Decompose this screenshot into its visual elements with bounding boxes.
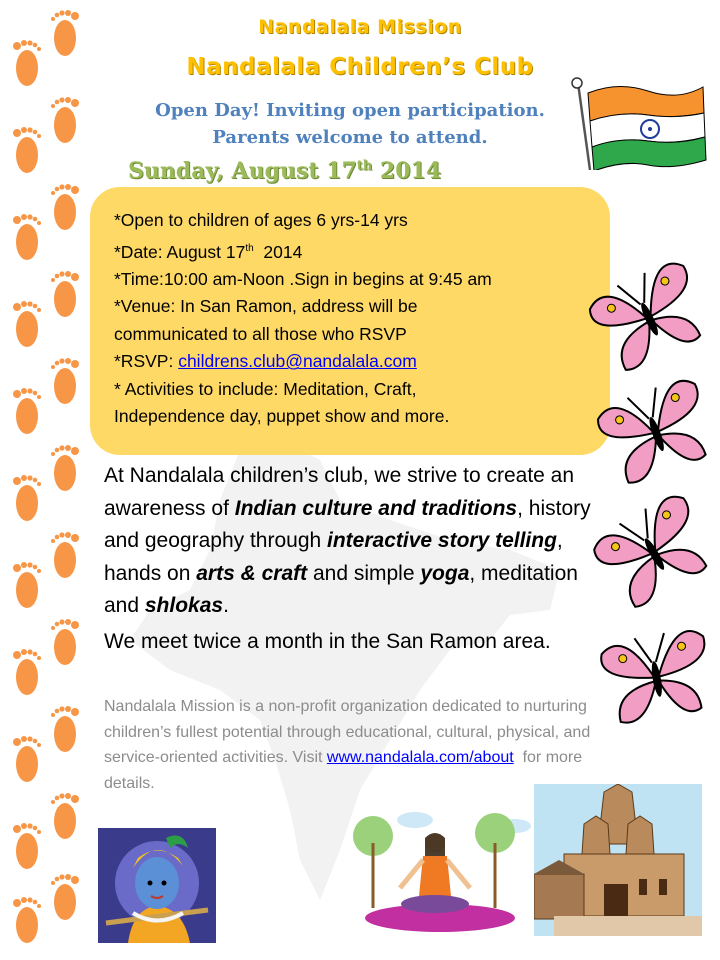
club-description	[104, 460, 609, 623]
rsvp-label: *RSVP:	[114, 351, 179, 372]
footprints-icon	[0, 0, 95, 960]
about-link[interactable]: www.nandalala.com/about	[326, 749, 514, 766]
about-text	[104, 694, 599, 796]
activities-line-1: * Activities to include: Meditation, Craft,	[114, 378, 417, 399]
desc-emphasis: arts & craft	[196, 561, 308, 585]
butterfly-icon	[585, 255, 715, 385]
about-suffix: for more details.	[104, 749, 587, 792]
desc-text: and simple	[307, 561, 421, 585]
time-info: *Time:10:00 am-Noon .Sign in begins at 9:45 am	[114, 268, 492, 289]
open-day-line-2: Parents welcome to attend.	[212, 127, 488, 148]
desc-emphasis: shlokas	[144, 594, 224, 617]
desc-text: , history and geography through	[104, 496, 591, 552]
event-date	[128, 158, 441, 184]
date-year: 2014	[372, 158, 442, 184]
date-info	[114, 235, 604, 266]
desc-text: At Nandalala children’s club, we strive to create an awareness of	[104, 464, 575, 520]
mission-title: Nandalala Mission	[258, 16, 462, 38]
india-flag-icon	[568, 75, 708, 170]
open-day-text	[110, 97, 590, 151]
desc-text: .	[223, 594, 229, 617]
desc-emphasis: yoga	[420, 561, 470, 585]
rsvp-info	[114, 348, 604, 376]
event-details	[114, 207, 604, 431]
desc-emphasis: Indian culture and traditions	[234, 496, 518, 520]
desc-emphasis: interactive story telling	[327, 529, 557, 552]
butterfly-icon	[590, 490, 720, 620]
desc-text: , meditation and	[104, 561, 578, 617]
venue-info-line-1: *Venue: In San Ramon, address will be	[114, 296, 418, 317]
venue-info-line-2: communicated to all those who RSVP	[114, 323, 407, 344]
about-body: Nandalala Mission is a non-profit organization dedicated to nurturing children’s fullest potential through educational, cultural, physical, and service-oriented activities. Visit	[104, 698, 591, 766]
club-title: Nandalala Children’s Club	[186, 54, 534, 80]
rsvp-email-link[interactable]: childrens.club@nandalala.com	[178, 351, 417, 372]
open-day-line-1: Open Day! Inviting open participation.	[155, 100, 545, 121]
meeting-schedule: We meet twice a month in the San Ramon area.	[104, 630, 551, 653]
butterfly-icon	[592, 615, 720, 745]
date-info-main: *Date: August 17	[114, 241, 246, 262]
activities-line-2: Independence day, puppet show and more.	[114, 406, 450, 427]
temple-icon	[534, 784, 702, 936]
age-info: *Open to children of ages 6 yrs-14 yrs	[114, 210, 408, 230]
butterfly-icon	[592, 370, 720, 500]
date-info-year: 2014	[253, 241, 303, 262]
desc-text: , hands on	[104, 529, 563, 585]
yoga-icon	[345, 808, 545, 938]
date-sup: th	[356, 158, 373, 174]
krishna-icon	[98, 828, 216, 943]
date-info-sup: th	[245, 242, 254, 254]
date-main: Sunday, August 17	[128, 158, 357, 184]
